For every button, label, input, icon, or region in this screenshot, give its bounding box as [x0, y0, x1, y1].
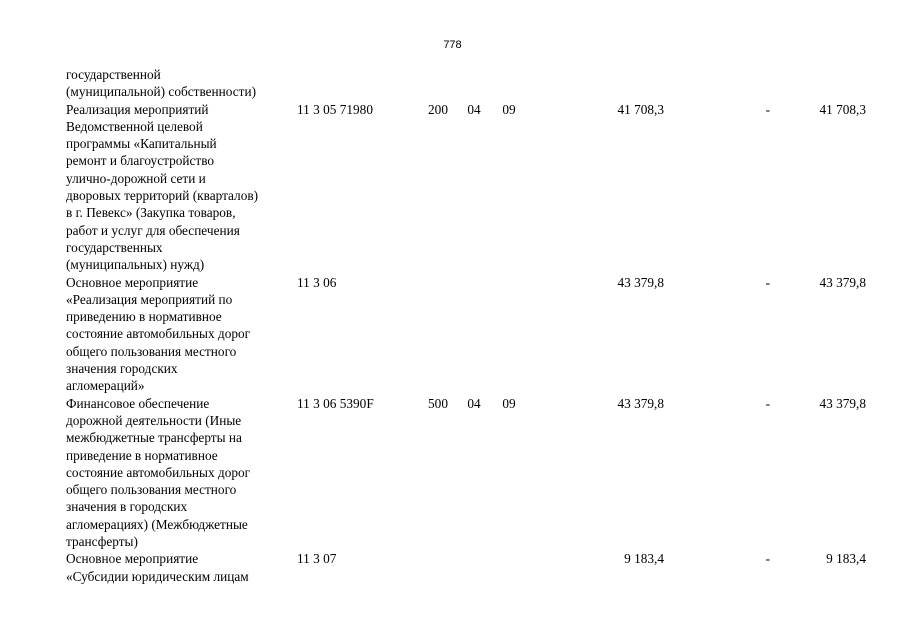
row-vr-cell [418, 66, 458, 101]
row-sum3-cell [770, 66, 866, 101]
row-pr-cell: 09 [502, 101, 516, 117]
row-name-cell: Реализация мероприятий Ведомственной целевой программы «Капитальный ремонт и благоустройство улично-дорожной сети и дворовых территорий (кварталов) в г. Певекс» (Закупка товаров, работ и услуг для обеспечения государственных (муниципальных) нужд) [66, 101, 259, 273]
row-rz-cell [458, 66, 490, 101]
row-sum2-cell: - [765, 274, 770, 290]
row-sum2-cell: - [765, 551, 770, 567]
row-sum1-cell: 41 708,3 [617, 101, 664, 117]
table-row [66, 66, 866, 101]
row-vr-cell [418, 274, 458, 395]
row-pr-cell [490, 274, 528, 395]
row-name-cell: Основное мероприятие «Субсидии юридическим лицам [66, 551, 249, 584]
row-sum3-cell: 43 379,8 [819, 274, 866, 290]
row-sum3-cell: 9 183,4 [826, 551, 866, 567]
row-sum1-cell [528, 66, 664, 101]
row-sum1-cell: 43 379,8 [617, 395, 664, 411]
page-number: 778 [443, 39, 462, 51]
table-row [66, 101, 866, 274]
row-vr-cell [418, 550, 458, 585]
row-sum2-cell [664, 66, 770, 101]
row-sum3-cell: 43 379,8 [819, 395, 866, 411]
row-name-cell: государственной (муниципальной) собственности) [66, 67, 257, 100]
budget-table [66, 66, 866, 585]
row-pr-cell: 09 [502, 395, 516, 411]
row-sum1-cell: 43 379,8 [617, 274, 664, 290]
row-rz-cell: 04 [467, 395, 481, 411]
row-sum1-cell: 9 183,4 [624, 551, 664, 567]
row-rz-cell: 04 [467, 101, 481, 117]
row-pr-cell [490, 66, 528, 101]
row-rz-cell [458, 274, 490, 395]
row-name-cell: Основное мероприятие «Реализация мероприятий по приведению в нормативное состояние автомобильных дорог общего пользования местного значения городских агломераций» [66, 274, 251, 394]
table-row [66, 550, 866, 585]
row-rz-cell [458, 550, 490, 585]
row-sum2-cell: - [765, 395, 770, 411]
table-row [66, 274, 866, 395]
row-code-cell: 11 3 06 [297, 274, 337, 290]
row-vr-cell: 500 [428, 395, 448, 411]
row-name-cell: Финансовое обеспечение дорожной деятельности (Иные межбюджетные трансферты на приведение в нормативное состояние автомобильных дорог общего пользования местного значения в городских агломерациях) (Межбюджетные трансферты) [66, 395, 251, 550]
row-code-cell [296, 66, 418, 101]
budget-table-body [66, 66, 866, 585]
row-code-cell: 11 3 06 5390F [297, 395, 374, 411]
row-sum2-cell: - [765, 101, 770, 117]
row-code-cell: 11 3 05 71980 [297, 101, 373, 117]
row-code-cell: 11 3 07 [297, 551, 337, 567]
row-vr-cell: 200 [428, 101, 448, 117]
table-row [66, 395, 866, 551]
row-sum3-cell: 41 708,3 [819, 101, 866, 117]
row-pr-cell [490, 550, 528, 585]
